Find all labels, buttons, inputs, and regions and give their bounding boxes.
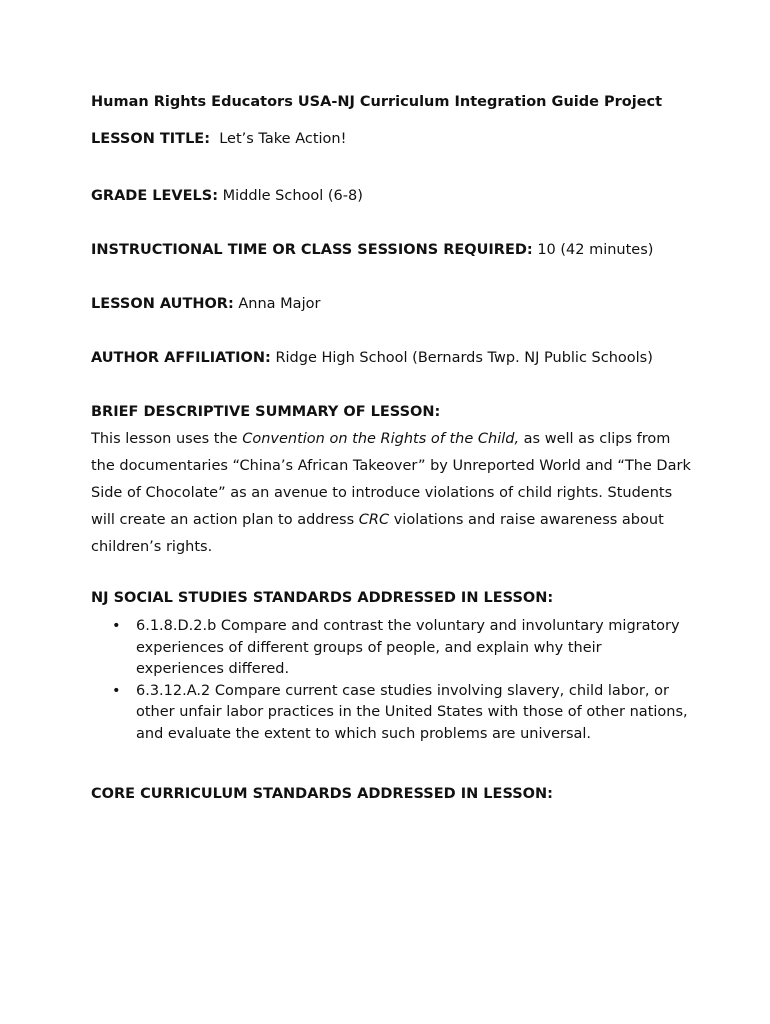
lesson-author-label: LESSON AUTHOR:	[91, 296, 234, 312]
summary-text-3: violations and raise awareness about children’s rights.	[91, 512, 664, 555]
summary-paragraph	[91, 426, 691, 561]
document-title: Human Rights Educators USA-NJ Curriculum Integration Guide Project	[91, 94, 663, 110]
summary-italic-crc: CRC	[358, 512, 390, 528]
standard-text: 6.1.8.D.2.b Compare and contrast the voluntary and involuntary migratory experiences of different groups of people, and explain why their experiences differed.	[136, 618, 680, 677]
core-standards-heading: CORE CURRICULUM STANDARDS ADDRESSED IN LESSON:	[91, 786, 553, 802]
instructional-time-value: 10 (42 minutes)	[537, 242, 654, 258]
lesson-author-field	[91, 291, 691, 318]
bullet-icon: •	[112, 682, 121, 699]
document-content	[91, 92, 691, 808]
author-affiliation-field	[91, 345, 691, 372]
lesson-title-label: LESSON TITLE:	[91, 131, 211, 147]
author-affiliation-value: Ridge High School (Bernards Twp. NJ Public Schools)	[275, 350, 653, 366]
instructional-time-field	[91, 237, 691, 264]
lesson-title-value: Let’s Take Action!	[219, 131, 347, 147]
lesson-title-field	[91, 126, 691, 153]
list-item	[112, 681, 691, 746]
summary-italic-crc-title: Convention on the Rights of the Child,	[242, 431, 520, 447]
instructional-time-label: INSTRUCTIONAL TIME OR CLASS SESSIONS REQUIRED:	[91, 242, 533, 258]
grade-levels-value: Middle School (6-8)	[222, 188, 363, 204]
list-item	[112, 616, 691, 681]
nj-standards-heading: NJ SOCIAL STUDIES STANDARDS ADDRESSED IN LESSON:	[91, 590, 554, 606]
summary-heading: BRIEF DESCRIPTIVE SUMMARY OF LESSON:	[91, 404, 441, 420]
grade-levels-label: GRADE LEVELS:	[91, 188, 219, 204]
lesson-author-value: Anna Major	[238, 296, 321, 312]
grade-levels-field	[91, 183, 691, 210]
bullet-icon: •	[112, 618, 121, 634]
standard-text: 6.3.12.A.2 Compare current case studies involving slavery, child labor, or other unfair labor practices in the United States with those of other nations, and evaluate the extent to which such problems are universal.	[136, 682, 688, 742]
nj-standards-list	[91, 616, 691, 745]
summary-text-1: This lesson uses the	[91, 431, 243, 447]
author-affiliation-label: AUTHOR AFFILIATION:	[91, 350, 271, 366]
summary-text-2: as well as clips from the documentaries “China’s African Takeover” by Unreported World and “The Dark Side of Chocolate” as an avenue to introduce violations of child rights. Students will create an action plan to address	[91, 431, 691, 528]
